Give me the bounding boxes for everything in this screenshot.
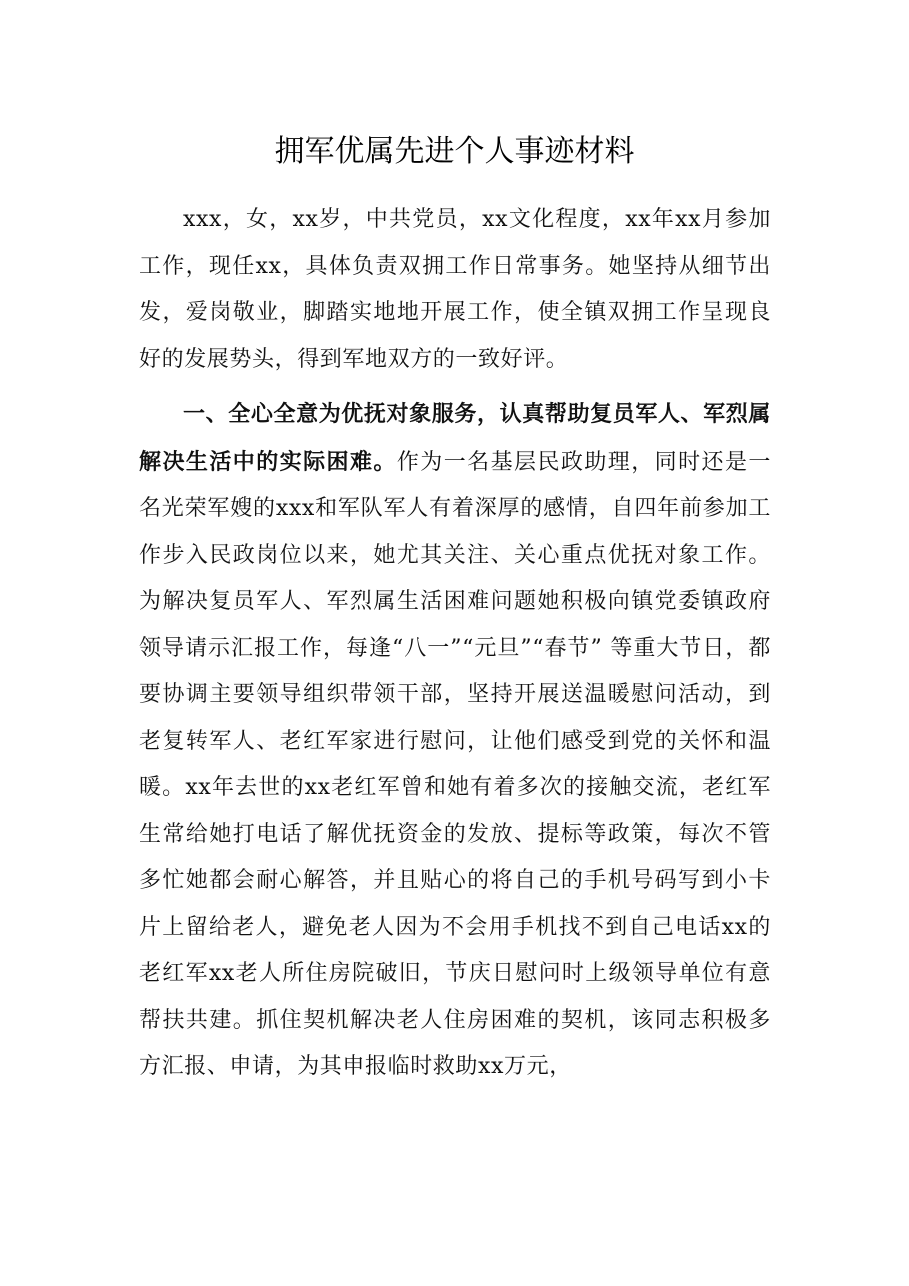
intro-paragraph: xxx，女，xx岁，中共党员，xx文化程度，xx年xx月参加工作，现任xx，具体负责双拥工作日常事务。她坚持从细节出发，爱岗敬业，脚踏实地地开展工作，使全镇双拥工作呈现良好的发展势头，得到军地双方的一致好评。 [139, 207, 771, 372]
section-1-paragraph [139, 391, 771, 1091]
section-1-body: 作为一名基层民政助理，同时还是一名光荣军嫂的xxx和军队军人有着深厚的感情，自四年前参加工作步入民政岗位以来，她尤其关注、关心重点优抚对象工作。为解决复员军人、军烈属生活困难问题她积极向镇党委镇政府领导请示汇报工作，每逢“八一”“元旦”“春节” 等重大节日，都要协调主要领导组织带领干部，坚持开展送温暖慰问活动，到老复转军人、老红军家进行慰问，让他们感受到党的关怀和温暖。xx年去世的xx老红军曾和她有着多次的接触交流，老红军生常给她打电话了解优抚资金的发放、提标等政策，每次不管多忙她都会耐心解答，并且贴心的将自己的手机号码写到小卡片上留给老人，避免老人因为不会用手机找不到自己电话xx的老红军xx老人所住房院破旧，节庆日慰问时上级领导单位有意帮扶共建。抓住契机解决老人住房困难的契机，该同志积极多方汇报、申请，为其申报临时救助xx万元， [139, 449, 771, 1079]
section-1-heading: 一、全心全意为优抚对象服务，认真帮助复员军人、军烈属解决生活中的实际困难。 [139, 401, 771, 475]
document-body [139, 197, 771, 1091]
document-title: 拥军优属先进个人事迹材料 [274, 134, 635, 169]
